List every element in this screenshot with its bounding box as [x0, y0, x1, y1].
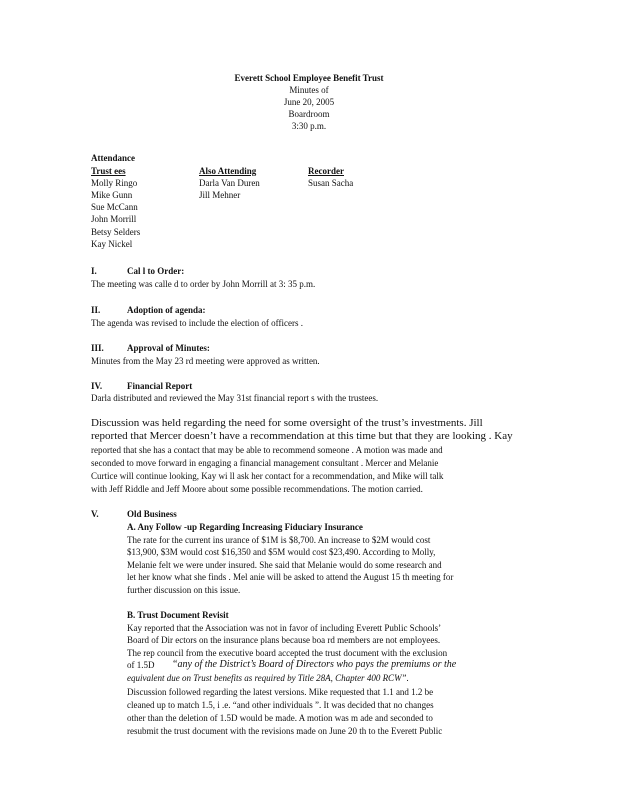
subsection-heading: A. Any Follow -up Regarding Increasing Fiduciary Insurance [127, 522, 363, 532]
paragraph-line: $13,900, $3M would cost $16,350 and $5M would cost $23,490. According to Molly, [127, 547, 436, 557]
quoted-exclusion: “any of the District’s Board of Directors who pays the premiums or the [172, 659, 457, 670]
document-subtitle: Minutes of [289, 85, 329, 95]
section-title: Adoption of agenda: [127, 305, 206, 315]
recorder-label: Recorder [308, 166, 344, 176]
paragraph-line: Kay reported that the Association was not in favor of including Everett Public Schools’ [127, 623, 442, 633]
paragraph-line: reported that Mercer doesn’t have a recommendation at this time but that they are looking . Kay [91, 430, 513, 442]
meeting-location: Boardroom [288, 109, 330, 119]
paragraph-line: let her know what she finds . Mel anie will be asked to attend the August 15 th meeting for [127, 572, 454, 582]
paragraph-line: resubmit the trust document with the revisions made on June 20 th to the Everett Public [127, 726, 443, 736]
paragraph-line: reported that she has a contact that may be able to recommend someone . A motion was made and [91, 445, 443, 455]
section-title: Approval of Minutes: [127, 343, 210, 353]
trustees-label: Trust ees [91, 166, 126, 176]
paragraph-line: other than the deletion of 1.5D would be made. A motion was m ade and seconded to [127, 713, 433, 723]
meeting-time: 3:30 p.m. [291, 121, 327, 131]
section-number: III. [91, 343, 104, 353]
paragraph-line: Melanie felt we were under insured. She said that Melanie would do some research and [127, 560, 442, 570]
recorder-name: Susan Sacha [308, 178, 354, 188]
quoted-exclusion: equivalent due on Trust benefits as required by Title 28A, Chapter 400 RCW”. [127, 673, 409, 683]
trustee-name: Kay Nickel [91, 239, 133, 249]
also-attending-name: Darla Van Duren [199, 178, 260, 188]
section-text: The meeting was calle d to order by John Morrill at 3: 35 p.m. [91, 279, 316, 289]
attendance-heading: Attendance [91, 153, 135, 163]
paragraph-line: Curtice will continue looking, Kay wi ll ask her contact for a recommendation, and Mike will talk [91, 471, 444, 481]
section-title: Cal l to Order: [127, 266, 185, 276]
paragraph-line: Discussion was held regarding the need for some oversight of the trust’s investments. Jill [91, 417, 483, 429]
paragraph-line: further discussion on this issue. [127, 585, 241, 595]
trustee-name: Mike Gunn [91, 190, 133, 200]
paragraph-line: Darla distributed and reviewed the May 31st financial report s with the trustees. [91, 393, 379, 403]
meeting-date: June 20, 2005 [283, 97, 335, 107]
also-attending-label: Also Attending [199, 166, 257, 176]
section-title: Financial Report [127, 381, 193, 391]
paragraph-line: Discussion followed regarding the latest versions. Mike requested that 1.1 and 1.2 be [127, 687, 434, 697]
section-text: Minutes from the May 23 rd meeting were approved as written. [91, 356, 320, 366]
paragraph-line: The rate for the current ins urance of $1M is $8,700. An increase to $2M would cost [127, 535, 431, 545]
section-number: V. [91, 509, 99, 519]
trustee-name: Betsy Selders [91, 227, 141, 237]
also-attending-name: Jill Mehner [199, 190, 241, 200]
paragraph-line: The rep council from the executive board accepted the trust document with the exclusion [127, 648, 448, 658]
trustee-name: Sue McCann [91, 202, 138, 212]
header-block [150, 72, 468, 132]
section-number: IV. [91, 381, 103, 391]
paragraph-line: with Jeff Riddle and Jeff Moore about some possible recommendations. The motion carried. [91, 484, 423, 494]
paragraph-line: cleaned up to match 1.5, i .e. “and other individuals ”. It was decided that no changes [127, 700, 434, 710]
section-number: II. [91, 305, 101, 315]
document-title: Everett School Employee Benefit Trust [234, 73, 384, 83]
paragraph-line: Board of Dir ectors on the insurance plans because boa rd members are not employees. [127, 635, 441, 645]
trustee-name: John Morrill [91, 214, 137, 224]
paragraph-line: of 1.5D [127, 660, 155, 670]
paragraph-line: seconded to move forward in engaging a financial management consultant . Mercer and Melanie [91, 458, 439, 468]
section-number: I. [91, 266, 97, 276]
section-text: The agenda was revised to include the election of officers . [91, 318, 304, 328]
subsection-heading: B. Trust Document Revisit [127, 610, 229, 620]
section-title: Old Business [127, 509, 177, 519]
trustee-name: Molly Ringo [91, 178, 138, 188]
